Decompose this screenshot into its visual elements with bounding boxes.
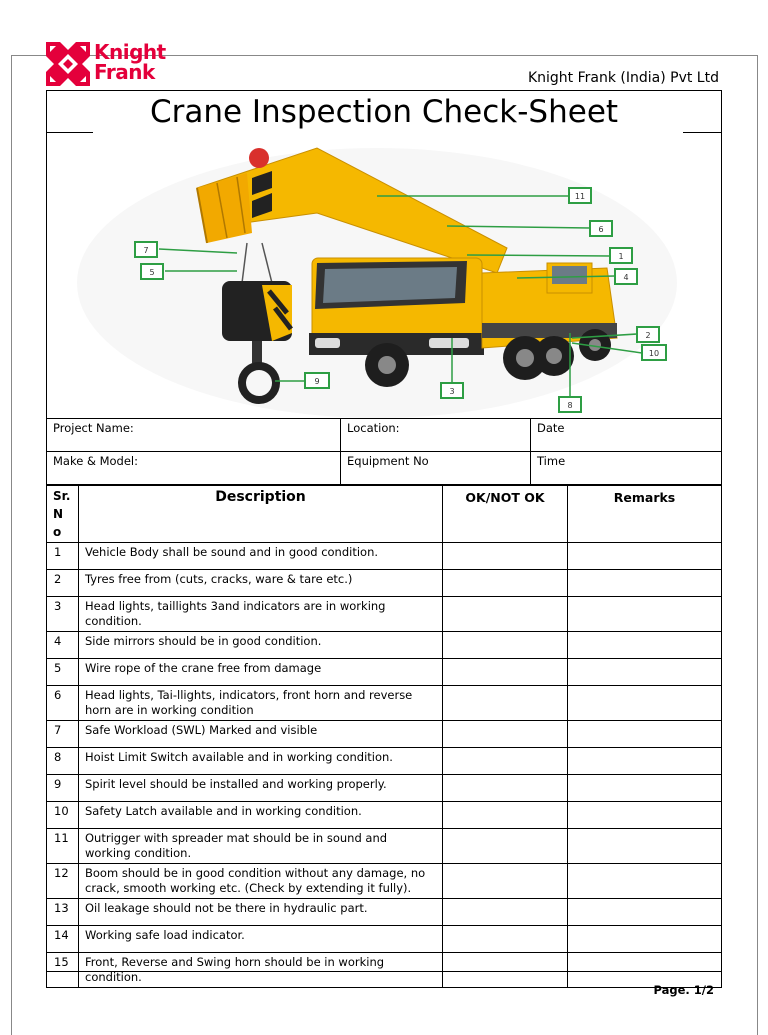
callout-1: 1 [618,252,624,261]
crane-diagram-icon [47,133,721,419]
row-ok-cell[interactable] [443,802,568,829]
row-ok-cell[interactable] [443,597,568,632]
checklist-row [47,899,722,926]
logo-text-line1: Knight [94,40,166,64]
callout-5: 5 [149,268,155,277]
row-number: 4 [47,632,79,659]
row-ok-cell[interactable] [443,543,568,570]
row-remarks-cell[interactable] [568,899,722,926]
checklist-row [47,748,722,775]
row-description: Safety Latch available and in working condition. [79,802,443,829]
checklist-row [47,953,722,988]
callout-9: 9 [314,377,320,386]
row-ok-cell[interactable] [443,864,568,899]
header-sr-no: Sr. N o [47,486,79,543]
row-ok-cell[interactable] [443,775,568,802]
row-ok-cell[interactable] [443,686,568,721]
row-remarks-cell[interactable] [568,597,722,632]
knight-frank-logo [46,42,166,88]
header-ok-not-ok: OK/NOT OK [443,486,568,543]
row-description: Tyres free from (cuts, cracks, ware & tare etc.) [79,570,443,597]
row-remarks-cell[interactable] [568,632,722,659]
header-remarks: Remarks [568,486,722,543]
row-description: Front, Reverse and Swing horn should be in working condition. [79,953,443,988]
row-remarks-cell[interactable] [568,570,722,597]
row-ok-cell[interactable] [443,721,568,748]
row-remarks-cell[interactable] [568,802,722,829]
row-description: Working safe load indicator. [79,926,443,953]
row-number: 5 [47,659,79,686]
callout-4: 4 [623,273,629,282]
page-number: Page. 1/2 [653,983,714,997]
callout-2: 2 [645,331,651,340]
project-name-field[interactable]: Project Name: [47,419,341,452]
row-number: 9 [47,775,79,802]
row-description: Vehicle Body shall be sound and in good condition. [79,543,443,570]
make-model-field[interactable]: Make & Model: [47,452,341,485]
row-description: Side mirrors should be in good condition. [79,632,443,659]
callout-10: 10 [648,349,660,358]
date-field[interactable]: Date [531,419,722,452]
callout-8: 8 [567,401,573,410]
row-number: 6 [47,686,79,721]
row-description: Hoist Limit Switch available and in working condition. [79,748,443,775]
checksheet-frame [46,90,722,984]
checklist-row [47,686,722,721]
row-ok-cell[interactable] [443,748,568,775]
row-number: 13 [47,899,79,926]
row-description: Head lights, taillights 3and indicators are in working condition. [79,597,443,632]
checklist-row [47,632,722,659]
row-remarks-cell[interactable] [568,775,722,802]
checklist-row [47,543,722,570]
logo-mark-icon [46,42,90,86]
callout-6: 6 [598,225,604,234]
row-ok-cell[interactable] [443,953,568,988]
checklist-row [47,926,722,953]
crane-illustration [47,133,721,419]
row-number: 12 [47,864,79,899]
callout-11: 11 [574,192,586,201]
checklist-row [47,829,722,864]
row-number: 11 [47,829,79,864]
row-description: Wire rope of the crane free from damage [79,659,443,686]
row-ok-cell[interactable] [443,899,568,926]
checklist-row [47,570,722,597]
callout-7: 7 [143,246,149,255]
row-number: 1 [47,543,79,570]
checklist-row [47,721,722,748]
project-info-table [46,418,722,485]
checklist-row [47,597,722,632]
checklist-row [47,775,722,802]
header-description: Description [79,486,443,543]
row-description: Oil leakage should not be there in hydraulic part. [79,899,443,926]
row-description: Safe Workload (SWL) Marked and visible [79,721,443,748]
row-remarks-cell[interactable] [568,659,722,686]
time-field[interactable]: Time [531,452,722,485]
row-description: Outrigger with spreader mat should be in sound and working condition. [79,829,443,864]
row-remarks-cell[interactable] [568,543,722,570]
row-remarks-cell[interactable] [568,748,722,775]
row-number: 3 [47,597,79,632]
row-ok-cell[interactable] [443,632,568,659]
equipment-no-field[interactable]: Equipment No [341,452,531,485]
row-number: 7 [47,721,79,748]
row-remarks-cell[interactable] [568,686,722,721]
row-ok-cell[interactable] [443,829,568,864]
row-remarks-cell[interactable] [568,864,722,899]
row-ok-cell[interactable] [443,926,568,953]
row-number: 10 [47,802,79,829]
row-number: 8 [47,748,79,775]
row-remarks-cell[interactable] [568,829,722,864]
checklist-row [47,659,722,686]
row-description: Head lights, Tai-llights, indicators, front horn and reverse horn are in working condition [79,686,443,721]
checklist-row [47,802,722,829]
logo-text-line2: Frank [94,60,155,84]
row-description: Boom should be in good condition without any damage, no crack, smooth working etc. (Check by extending it fully). [79,864,443,899]
company-name: Knight Frank (India) Pvt Ltd [527,70,719,86]
checklist-row [47,864,722,899]
location-field[interactable]: Location: [341,419,531,452]
row-description: Spirit level should be installed and working properly. [79,775,443,802]
row-remarks-cell[interactable] [568,721,722,748]
row-ok-cell[interactable] [443,659,568,686]
row-number: 15 [47,953,79,988]
row-number: 14 [47,926,79,953]
row-number: 2 [47,570,79,597]
row-ok-cell[interactable] [443,570,568,597]
page-title: Crane Inspection Check-Sheet [149,94,619,130]
callout-3: 3 [449,387,455,396]
row-remarks-cell[interactable] [568,926,722,953]
inspection-checklist-table [46,485,722,988]
